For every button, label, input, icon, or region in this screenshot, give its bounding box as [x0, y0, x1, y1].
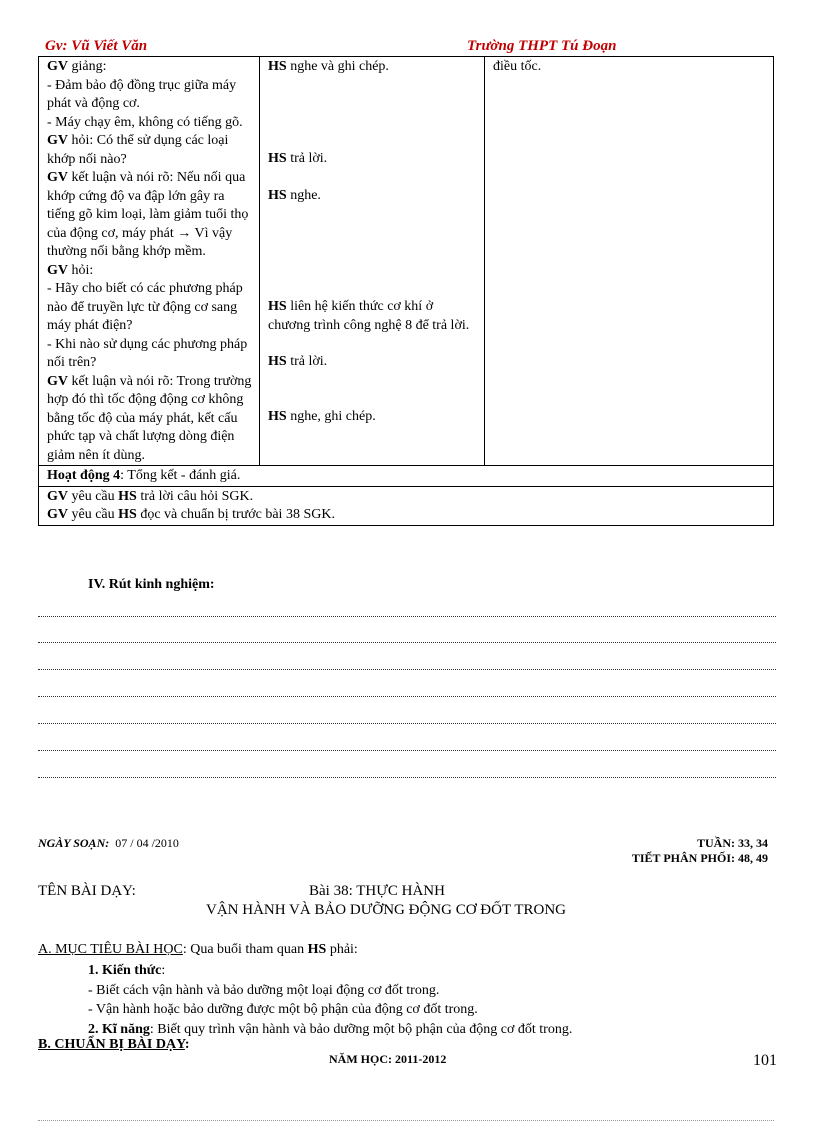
ngay-soan-value: 07 / 04 /2010 [115, 836, 179, 850]
tuan-value: TUẦN: 33, 34 [697, 836, 768, 850]
kien-thuc-line: 1. Kiến thức: [88, 963, 166, 978]
week-info [632, 836, 768, 866]
objectives [38, 939, 572, 1055]
experience-title: IV. Rút kinh nghiệm: [88, 577, 215, 592]
list-item: - Hãy cho biết có các phương pháp nào để truyền lực từ động cơ sang máy phát điện? [47, 281, 243, 333]
list-item: - Vận hành hoặc bảo dưỡng được một bộ phận của động cơ đốt trong. [88, 1002, 478, 1017]
muc-tieu-text: : Qua buổi tham quan HS phải: [182, 942, 358, 957]
gv-block-1 [47, 58, 253, 132]
list-item: GV yêu cầu HS trả lời câu hỏi SGK. [47, 488, 254, 504]
table-row [39, 57, 774, 466]
table-row [39, 466, 774, 487]
gv-block-2 [47, 132, 253, 169]
tiet-value: TIẾT PHÂN PHỐI: 48, 49 [631, 851, 768, 865]
teacher-name: Gv: Vũ Viết Văn [45, 38, 148, 54]
list-item: GV hỏi: Có thể sử dụng các loại khớp nối nào? [47, 133, 229, 167]
list-item: - Máy chạy êm, không có tiếng gõ. [47, 114, 243, 130]
ki-nang-label: 2. Kĩ năng [88, 1022, 150, 1037]
summary-cell [39, 486, 774, 525]
student-activity-cell [260, 57, 485, 466]
chuan-bi-label: B. CHUẨN BỊ BÀI DẠY [38, 1037, 185, 1052]
dotted-line [38, 777, 776, 778]
list-item: GV hỏi: [47, 262, 94, 278]
list-item: GV yêu cầu HS đọc và chuẩn bị trước bài 38 SGK. [47, 507, 335, 522]
muc-tieu-label: A. MỤC TIÊU BÀI HỌC [38, 942, 183, 957]
bai-subtitle: VẬN HÀNH VÀ BẢO DƯỠNG ĐỘNG CƠ ĐỐT TRONG [206, 902, 566, 918]
gv-block-3 [47, 169, 253, 262]
list-item: - Đảm bảo độ đồng trục giữa máy phát và động cơ. [47, 77, 237, 111]
school-name: Trường THPT Tú Đoạn [467, 38, 617, 54]
list-item: điều tốc. [493, 59, 542, 74]
list-item: HS nghe và ghi chép. [268, 59, 389, 74]
list-item: HS trả lời. [268, 151, 328, 166]
ngay-soan-label: NGÀY SOẠN: [38, 836, 110, 850]
list-item-text: hỏi: Có thể sử dụng các loại khớp nối nào? [47, 133, 229, 167]
list-item: HS liên hệ kiến thức cơ khí ở chương trình công nghệ 8 để trả lời. [268, 299, 470, 333]
bai-title: Bài 38: THỰC HÀNH [309, 883, 445, 899]
table-row [39, 486, 774, 525]
list-item: HS nghe, ghi chép. [268, 409, 376, 424]
list-item: GV giảng: [47, 59, 107, 74]
dotted-line [38, 696, 776, 697]
gv-block-5 [47, 373, 253, 466]
dotted-line [38, 669, 776, 670]
list-item: HS trả lời. [268, 354, 328, 369]
kien-thuc-label: 1. Kiến thức [88, 963, 162, 978]
list-item: GV kết luận và nói rõ: Nếu nối qua khớp cứng độ va đập lớn gây ra tiếng gõ kim loại, làm giảm tuổi thọ của động cơ, máy phát → Vì vậy thường nối bằng khớp mềm. [47, 170, 249, 259]
footer-year: NĂM HỌC: 2011-2012 [329, 1052, 447, 1066]
dotted-line [38, 642, 776, 643]
footer-divider [38, 1120, 774, 1121]
gv-block-4 [47, 262, 253, 373]
list-item: GV kết luận và nói rõ: Trong trường hợp đó thì tốc động động cơ không bằng tốc độ của máy phát, kết cấu phức tạp và chất lượng dòng điện giảm nên ít dùng. [47, 373, 252, 463]
content-cell [485, 57, 774, 466]
muc-tieu-line [38, 939, 572, 960]
dotted-line [38, 750, 776, 751]
page-number: 101 [753, 1052, 777, 1069]
lesson-table [38, 56, 774, 526]
ki-nang-text: : Biết quy trình vận hành và bảo dưỡng một bộ phận của động cơ đốt trong. [149, 1022, 573, 1037]
dotted-line [38, 723, 776, 724]
list-item: HS nghe. [268, 188, 321, 203]
teacher-activity-cell [39, 57, 260, 466]
list-item: - Biết cách vận hành và bảo dưỡng một loại động cơ đốt trong. [88, 983, 440, 998]
dotted-line [38, 616, 776, 617]
ngay-soan [38, 836, 179, 851]
ten-bai-label: TÊN BÀI DẠY: [38, 883, 136, 899]
activity-4-cell: Hoạt động 4: Tổng kết - đánh giá. [39, 466, 774, 487]
chuan-bi-line: B. CHUẨN BỊ BÀI DẠY: [38, 1037, 190, 1052]
list-item: - Khi nào sử dụng các phương pháp nối trên? [47, 336, 248, 370]
